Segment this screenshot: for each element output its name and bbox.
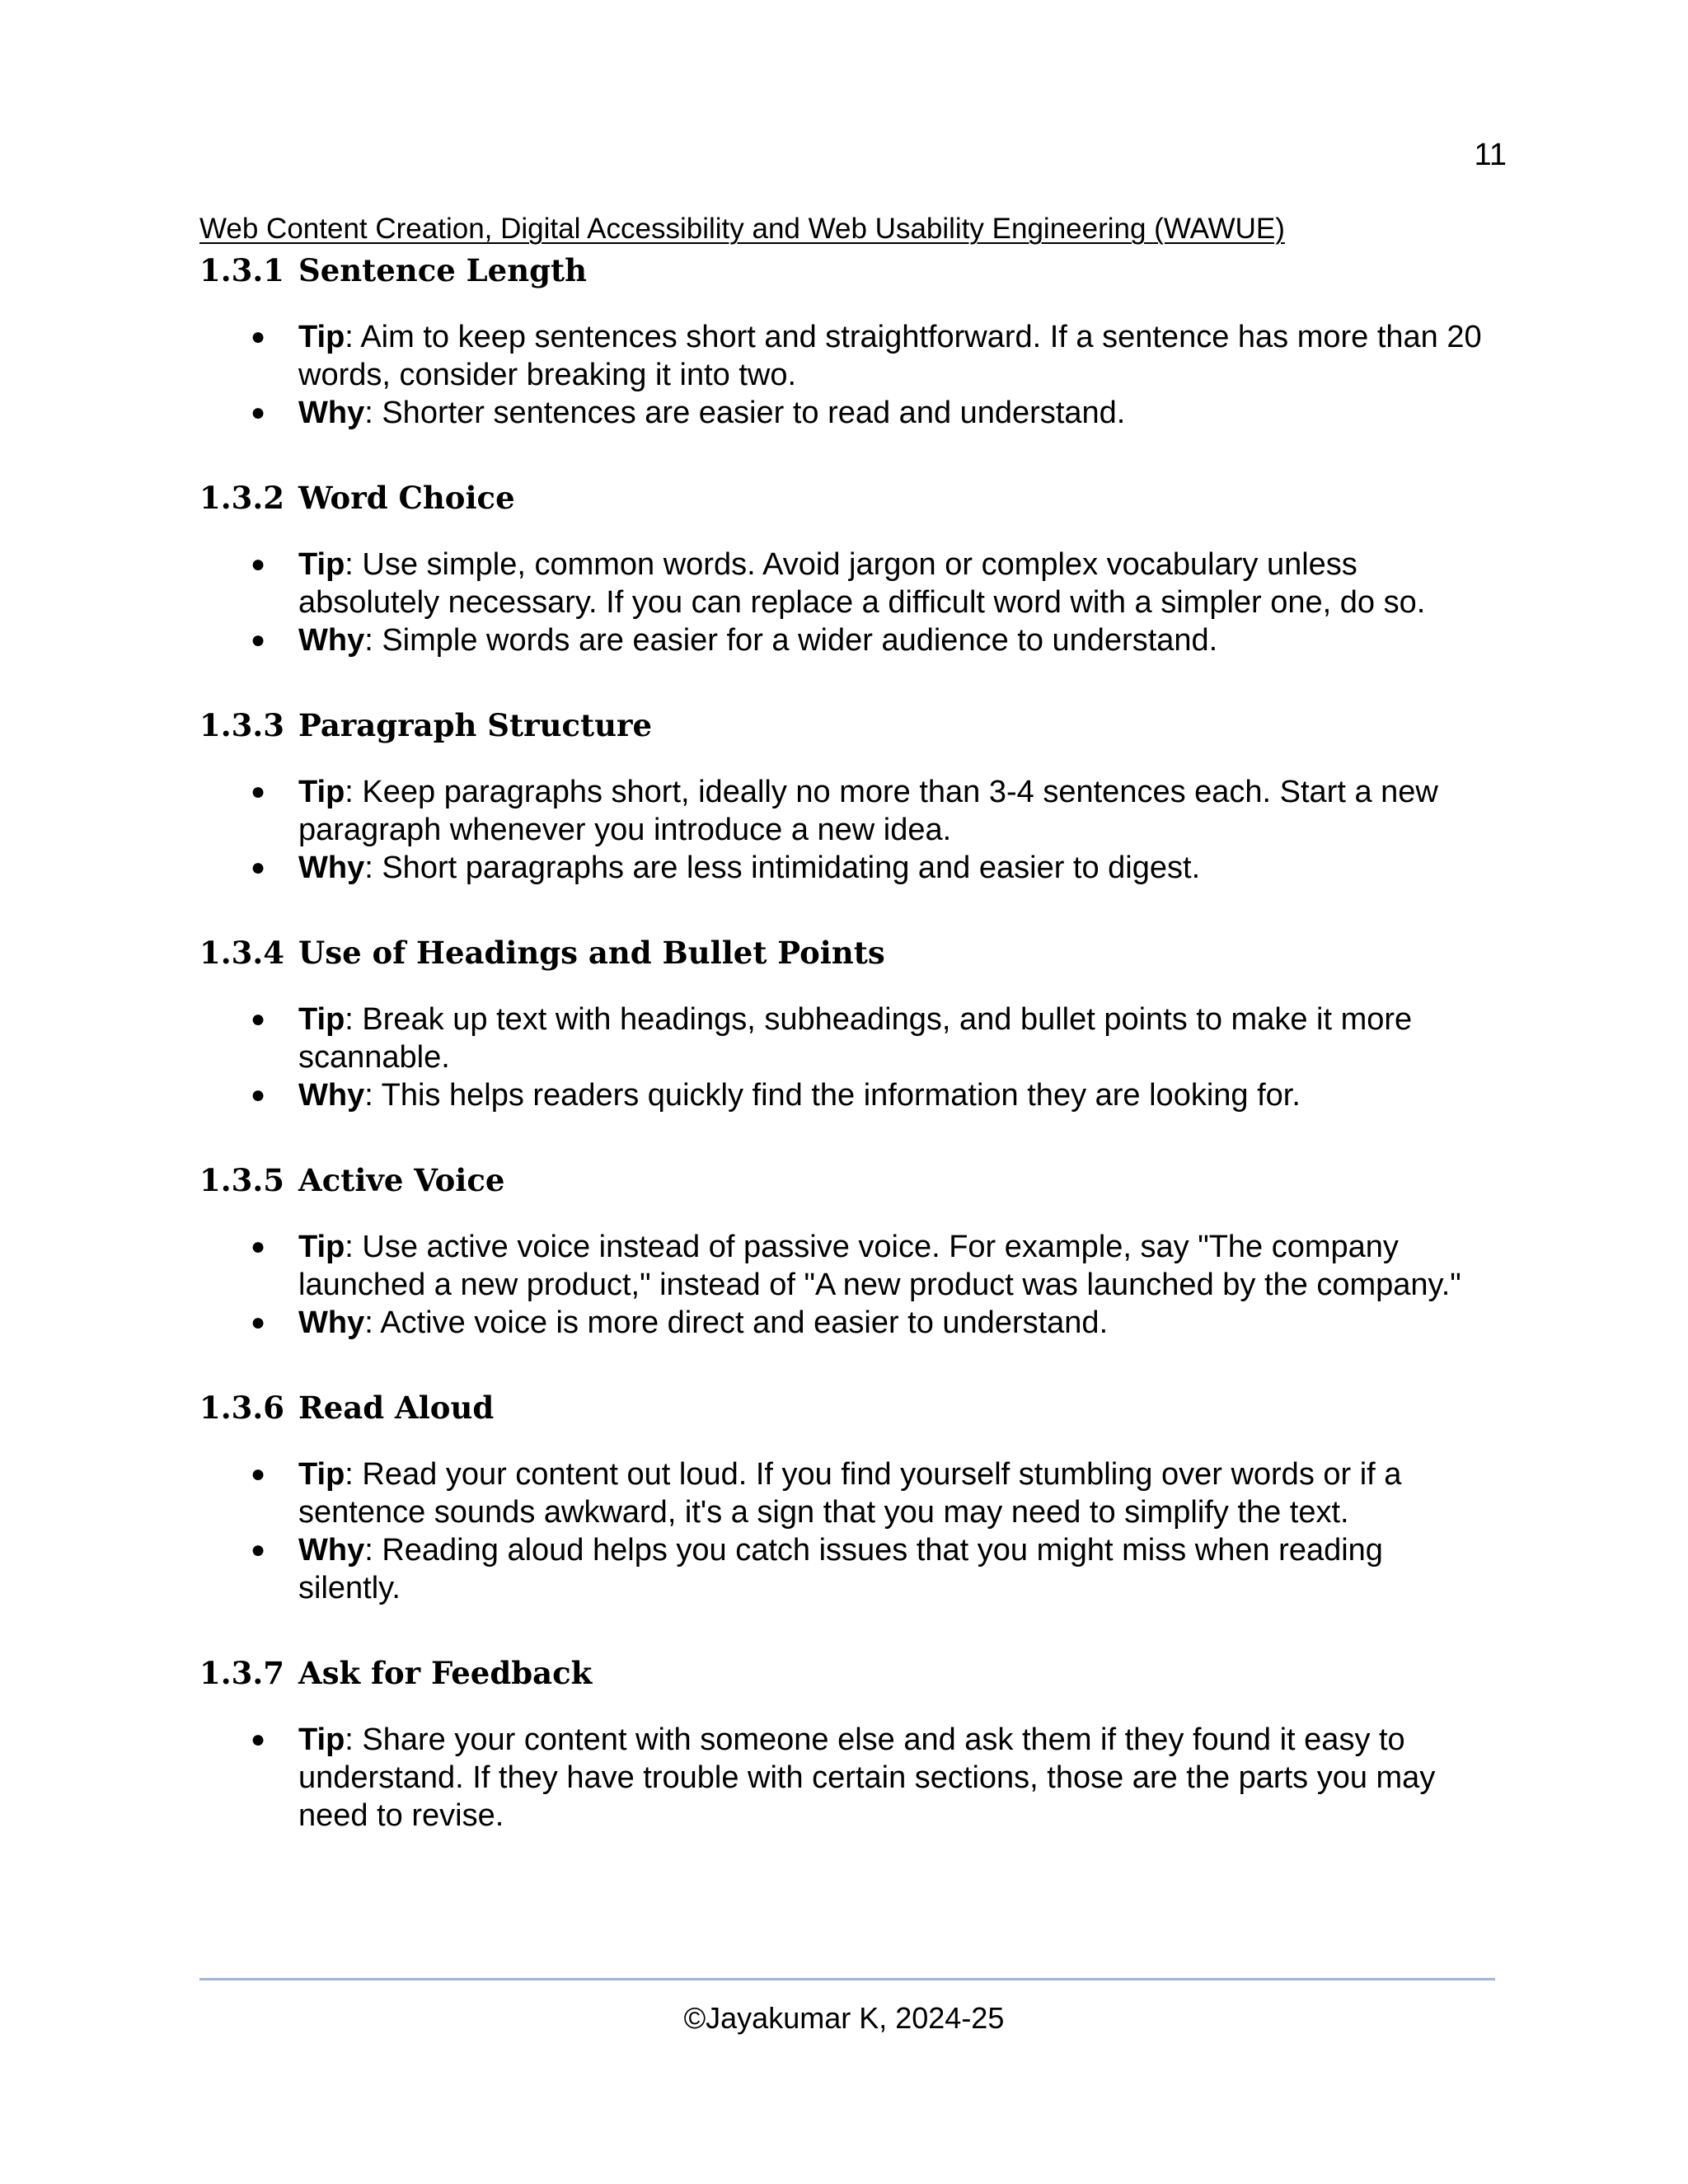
- bullet-label: Why: [298, 1078, 365, 1113]
- section-heading: [199, 242, 1502, 298]
- bullet-icon: ●: [251, 551, 266, 578]
- list-item: [199, 1531, 1485, 1607]
- bullet-label: Tip: [298, 775, 345, 809]
- bullet-label: Tip: [298, 1722, 345, 1757]
- bullet-icon: ●: [251, 1309, 266, 1336]
- list-item: [199, 1228, 1485, 1304]
- footer-divider: [199, 1978, 1495, 1980]
- bullet-icon: ●: [251, 1726, 266, 1753]
- bullet-text: : Share your content with someone else and ask them if they found it easy to understand. If they have trouble with certain sections, those are the parts you may need to revise.: [298, 1722, 1436, 1833]
- list-item: [199, 318, 1485, 394]
- bullet-list: [199, 1455, 1502, 1607]
- page-number: 11: [1474, 138, 1507, 172]
- section-heading: [199, 1645, 1502, 1701]
- bullet-icon: ●: [251, 1081, 266, 1108]
- section-number: 1.3.4: [199, 935, 284, 971]
- bullet-list: [199, 773, 1502, 887]
- section-title: Use of Headings and Bullet Points: [298, 935, 885, 971]
- bullet-icon: ●: [251, 854, 266, 881]
- bullet-text: : Active voice is more direct and easier to understand.: [364, 1305, 1109, 1340]
- bullet-label: Why: [298, 623, 365, 658]
- bullet-list: [199, 1721, 1502, 1835]
- section-heading: [199, 470, 1502, 526]
- bullet-text: : This helps readers quickly find the information they are looking for.: [364, 1078, 1301, 1113]
- section-number: 1.3.7: [199, 1655, 284, 1691]
- bullet-text: : Use simple, common words. Avoid jargon or complex vocabulary unless absolutely necessary. If you can replace a difficult word with a simpler one, do so.: [298, 547, 1426, 620]
- bullet-label: Tip: [298, 320, 345, 354]
- section: [199, 1645, 1502, 1835]
- list-item: [199, 394, 1485, 432]
- section-heading: [199, 925, 1502, 981]
- section-number: 1.3.5: [199, 1162, 284, 1198]
- bullet-label: Why: [298, 396, 365, 430]
- bullet-text: : Reading aloud helps you catch issues that you might miss when reading silently.: [298, 1533, 1383, 1605]
- list-item: [199, 1721, 1485, 1835]
- section: [199, 242, 1502, 432]
- section-title: Word Choice: [298, 480, 515, 516]
- footer-copyright: ©Jayakumar K, 2024-25: [683, 2001, 1005, 2035]
- bullet-label: Tip: [298, 1002, 345, 1037]
- bullet-text: : Shorter sentences are easier to read and understand.: [364, 396, 1126, 430]
- list-item: [199, 1001, 1485, 1076]
- list-item: [199, 773, 1485, 849]
- bullet-label: Why: [298, 1533, 365, 1568]
- section-title: Sentence Length: [298, 252, 587, 288]
- bullet-icon: ●: [251, 1233, 266, 1260]
- bullet-label: Tip: [298, 1457, 345, 1492]
- bullet-icon: ●: [251, 399, 266, 426]
- bullet-list: [199, 1228, 1502, 1342]
- bullet-label: Why: [298, 1305, 365, 1340]
- running-header: Web Content Creation, Digital Accessibility and Web Usability Engineering (WAWUE): [199, 213, 1285, 245]
- list-item: [199, 849, 1485, 887]
- bullet-list: [199, 1001, 1502, 1114]
- bullet-text: : Break up text with headings, subheadings, and bullet points to make it more scannable.: [298, 1002, 1413, 1075]
- section-heading: [199, 697, 1502, 753]
- bullet-list: [199, 318, 1502, 432]
- section-number: 1.3.2: [199, 480, 284, 516]
- section-heading: [199, 1152, 1502, 1208]
- section: [199, 925, 1502, 1114]
- section: [199, 470, 1502, 659]
- list-item: [199, 1455, 1485, 1531]
- bullet-icon: ●: [251, 323, 266, 350]
- list-item: [199, 546, 1485, 621]
- bullet-text: : Simple words are easier for a wider audience to understand.: [364, 623, 1218, 658]
- section-number: 1.3.3: [199, 707, 284, 743]
- bullet-text: : Read your content out loud. If you find yourself stumbling over words or if a sentence sounds awkward, it's a sign that you may need to simplify the text.: [298, 1457, 1402, 1530]
- bullet-label: Tip: [298, 1230, 345, 1264]
- bullet-icon: ●: [251, 1460, 266, 1488]
- section-title: Read Aloud: [298, 1390, 495, 1426]
- bullet-text: : Aim to keep sentences short and straightforward. If a sentence has more than 20 words, consider breaking it into two.: [298, 320, 1482, 392]
- bullet-list: [199, 546, 1502, 659]
- bullet-icon: ●: [251, 626, 266, 654]
- bullet-text: : Keep paragraphs short, ideally no more than 3-4 sentences each. Start a new paragraph whenever you introduce a new idea.: [298, 775, 1438, 847]
- section-title: Active Voice: [298, 1162, 505, 1198]
- bullet-icon: ●: [251, 1536, 266, 1563]
- bullet-icon: ●: [251, 1005, 266, 1033]
- document-body: [199, 242, 1502, 1872]
- bullet-label: Tip: [298, 547, 345, 582]
- bullet-text: : Short paragraphs are less intimidating and easier to digest.: [364, 851, 1201, 885]
- section: [199, 1380, 1502, 1607]
- bullet-icon: ●: [251, 778, 266, 805]
- list-item: [199, 1304, 1485, 1342]
- list-item: [199, 1076, 1485, 1114]
- section: [199, 1152, 1502, 1342]
- section-title: Ask for Feedback: [298, 1655, 593, 1691]
- list-item: [199, 621, 1485, 659]
- section-number: 1.3.1: [199, 252, 284, 288]
- bullet-text: : Use active voice instead of passive voice. For example, say "The company launched a new product," instead of "A new product was launched by the company.": [298, 1230, 1461, 1302]
- section-title: Paragraph Structure: [298, 707, 653, 743]
- bullet-label: Why: [298, 851, 365, 885]
- section-heading: [199, 1380, 1502, 1436]
- section-number: 1.3.6: [199, 1390, 284, 1426]
- section: [199, 697, 1502, 887]
